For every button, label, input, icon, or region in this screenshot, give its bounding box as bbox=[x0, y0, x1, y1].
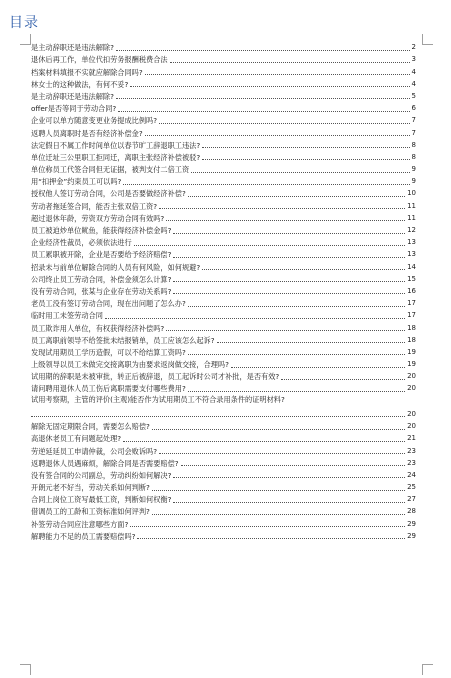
toc-entry-page-number: 19 bbox=[407, 360, 416, 369]
toc-leader-dots bbox=[188, 391, 405, 392]
toc-leader-dots bbox=[105, 318, 405, 319]
toc-entry[interactable] bbox=[31, 89, 416, 101]
toc-entry-title: 没有劳动合同，张某与企业存在劳动关系吗? bbox=[31, 286, 172, 296]
toc-entry-page-number: 20 bbox=[407, 409, 416, 418]
toc-entry[interactable] bbox=[31, 284, 416, 296]
toc-entry[interactable] bbox=[31, 456, 416, 468]
toc-entry-page-number: 29 bbox=[407, 531, 416, 540]
toc-leader-dots bbox=[202, 269, 405, 270]
toc-entry-page-number: 23 bbox=[407, 458, 416, 467]
crop-mark-bottom-right bbox=[422, 664, 433, 675]
toc-entry-title: 返聘人员离职时是否有经济补偿金? bbox=[31, 128, 143, 138]
toc-entry-title: 林女士的这种做法，有何不妥? bbox=[31, 79, 129, 89]
toc-entry-title: 企业可以单方随意变更业务提成比例吗? bbox=[31, 116, 158, 126]
toc-leader-dots bbox=[173, 477, 405, 478]
toc-entry-page-number: 6 bbox=[411, 104, 416, 113]
toc-entry-page-number: 24 bbox=[407, 470, 416, 479]
toc-entry-page-number: 28 bbox=[407, 507, 416, 516]
toc-entry-title: 合同上岗位工资写最低工资，判断如何权衡? bbox=[31, 495, 172, 505]
toc-entry[interactable] bbox=[31, 369, 416, 381]
toc-entry-title: 单位称员工代签合同但无证据，被判支付二倍工资 bbox=[31, 165, 190, 175]
toc-entry[interactable] bbox=[31, 125, 416, 137]
toc-title: 目录 bbox=[9, 15, 39, 31]
toc-entry-page-number: 13 bbox=[407, 238, 416, 247]
toc-entry[interactable] bbox=[31, 443, 416, 455]
toc-entry-title: 授权他人签订劳动合同，公司是否要做经济补偿? bbox=[31, 189, 186, 199]
toc-entry-page-number: 27 bbox=[407, 495, 416, 504]
toc-entry[interactable] bbox=[31, 357, 416, 369]
toc-entry-title: 开朗元老不好当，劳动关系如何判断? bbox=[31, 483, 150, 493]
toc-entry-page-number: 23 bbox=[407, 446, 416, 455]
toc-leader-dots bbox=[166, 330, 405, 331]
toc-entry-page-number: 19 bbox=[407, 347, 416, 356]
toc-entry-title: 解聘能力不足的员工需要赔偿吗? bbox=[31, 531, 136, 541]
toc-entry[interactable] bbox=[31, 77, 416, 89]
toc-entry-title: 档案材料填报不实就应解除合同吗? bbox=[31, 67, 143, 77]
toc-entry-title: 请问聘用退休人员工伤后离职需要支付哪些费用? bbox=[31, 384, 186, 394]
toc-entry-page-number: 2 bbox=[411, 43, 416, 52]
toc-entry[interactable] bbox=[31, 113, 416, 125]
toc-entry-title: 员工离职前领导不给签批未结报销单，员工应该怎么起诉? bbox=[31, 335, 215, 345]
toc-entry-page-number: 16 bbox=[407, 286, 416, 295]
toc-leader-dots bbox=[188, 354, 405, 355]
toc-entry[interactable] bbox=[31, 235, 416, 247]
toc-entry[interactable] bbox=[31, 308, 416, 320]
toc-entry[interactable] bbox=[31, 296, 416, 308]
toc-entry[interactable] bbox=[31, 492, 416, 504]
toc-entry-page-number: 8 bbox=[411, 140, 416, 149]
toc-entry[interactable] bbox=[31, 468, 416, 480]
toc-entry[interactable] bbox=[31, 333, 416, 345]
toc-entry-title: 老员工没有签订劳动合同，现在出问题了怎么办? bbox=[31, 299, 186, 309]
toc-entry[interactable] bbox=[31, 320, 416, 332]
toc-entry[interactable] bbox=[31, 247, 416, 259]
toc-list bbox=[31, 40, 416, 541]
toc-entry[interactable] bbox=[31, 480, 416, 492]
toc-entry-page-number: 14 bbox=[407, 262, 416, 271]
toc-entry-page-number: 10 bbox=[407, 189, 416, 198]
toc-entry-title: 单位迁址三公里职工拒同迁，离职主张经济补偿被驳? bbox=[31, 152, 201, 162]
toc-entry-title: 临时用工未签劳动合同 bbox=[31, 311, 103, 321]
toc-entry-page-number: 25 bbox=[407, 483, 416, 492]
toc-leader-dots bbox=[118, 111, 409, 112]
toc-entry[interactable] bbox=[31, 198, 416, 210]
toc-entry-page-number: 9 bbox=[411, 177, 416, 186]
toc-entry[interactable] bbox=[31, 211, 416, 223]
toc-leader-dots bbox=[202, 147, 409, 148]
toc-entry[interactable] bbox=[31, 101, 416, 113]
toc-leader-dots bbox=[123, 441, 405, 442]
toc-entry-title: 企业经济性裁员，必须依法进行 bbox=[31, 238, 132, 248]
toc-entry-title: 是主动辞职还是违法解除? bbox=[31, 91, 114, 101]
toc-entry[interactable] bbox=[31, 345, 416, 357]
toc-entry-page-number: 11 bbox=[407, 213, 416, 222]
toc-entry-page-number: 9 bbox=[411, 165, 416, 174]
toc-leader-dots bbox=[170, 62, 410, 63]
toc-leader-dots bbox=[202, 159, 409, 160]
toc-entry-page-number: 17 bbox=[407, 299, 416, 308]
toc-entry-page-number: 18 bbox=[407, 323, 416, 332]
toc-leader-dots bbox=[173, 257, 405, 258]
toc-entry-title: 劳逆延延员工申请仲裁，公司会败诉吗? bbox=[31, 446, 158, 456]
toc-entry-title: 发现试用期员工学历造假，可以不给结算工资吗? bbox=[31, 347, 186, 357]
toc-entry-title: 员工被迫炒单位鱿鱼，能获得经济补偿金吗? bbox=[31, 226, 172, 235]
toc-entry[interactable] bbox=[31, 529, 416, 541]
toc-entry[interactable] bbox=[31, 186, 416, 198]
toc-leader-dots bbox=[173, 502, 405, 503]
toc-entry[interactable] bbox=[31, 223, 416, 235]
toc-leader-dots bbox=[152, 490, 405, 491]
toc-entry-title: 高退休老员工有问题起处理? bbox=[31, 434, 122, 444]
toc-entry[interactable] bbox=[31, 162, 416, 174]
toc-entry[interactable] bbox=[31, 150, 416, 162]
toc-leader-dots bbox=[116, 50, 410, 51]
toc-entry-page-number: 8 bbox=[411, 152, 416, 161]
toc-leader-dots bbox=[191, 172, 409, 173]
crop-mark-bottom-left bbox=[20, 664, 31, 675]
toc-entry-title: 员工欺诈用人单位，有权获得经济补偿吗? bbox=[31, 323, 165, 333]
toc-leader-dots bbox=[231, 367, 405, 368]
toc-entry[interactable] bbox=[31, 393, 416, 404]
toc-leader-dots bbox=[116, 98, 410, 99]
toc-leader-dots bbox=[159, 453, 405, 454]
toc-entry-title: 补签劳动合同应注意哪些方面? bbox=[31, 519, 129, 529]
toc-leader-dots bbox=[159, 208, 405, 209]
toc-entry-page-number: 29 bbox=[407, 519, 416, 528]
toc-entry-title: 劳动者拖延签合同，能否主张双倍工资? bbox=[31, 201, 158, 211]
toc-entry-page-number: 3 bbox=[411, 55, 416, 64]
toc-entry[interactable] bbox=[31, 431, 416, 443]
toc-entry[interactable] bbox=[31, 52, 416, 64]
toc-leader-dots bbox=[173, 233, 405, 234]
toc-entry-page-number: 17 bbox=[407, 311, 416, 320]
toc-leader-dots bbox=[173, 281, 405, 282]
toc-leader-dots bbox=[281, 379, 405, 380]
toc-leader-dots bbox=[137, 538, 405, 539]
toc-entry[interactable] bbox=[31, 504, 416, 516]
toc-entry-title: 试用期的辞职是未被审批，转正后被辞退，员工起诉时公司才补批，是否有效? bbox=[31, 372, 280, 382]
toc-leader-dots bbox=[152, 514, 405, 515]
toc-leader-dots bbox=[134, 245, 405, 246]
toc-entry-title: 解除无固定期限合同，需要怎么赔偿? bbox=[31, 422, 150, 432]
toc-entry-title: 返聘退休人员遇麻烦，解除合同是否需要赔偿? bbox=[31, 458, 179, 468]
toc-leader-dots bbox=[130, 526, 405, 527]
toc-entry-page-number: 15 bbox=[407, 274, 416, 283]
toc-entry[interactable] bbox=[31, 272, 416, 284]
crop-mark-top-right bbox=[422, 34, 433, 45]
toc-entry-page-number: 18 bbox=[407, 335, 416, 344]
crop-mark-top-left bbox=[20, 34, 31, 45]
toc-leader-dots bbox=[181, 465, 406, 466]
toc-entry[interactable] bbox=[31, 138, 416, 150]
toc-leader-dots bbox=[152, 429, 405, 430]
toc-leader-dots bbox=[173, 293, 405, 294]
toc-entry[interactable] bbox=[31, 516, 416, 528]
toc-entry-page-number: 13 bbox=[407, 250, 416, 259]
toc-leader-dots bbox=[130, 86, 409, 87]
toc-entry[interactable] bbox=[31, 64, 416, 76]
toc-leader-dots bbox=[145, 135, 410, 136]
toc-entry-title: 招录未与前单位解除合同的人员有何风险，如何规避? bbox=[31, 262, 201, 272]
toc-entry-title: 法定假日不属工作时间单位以春节旷工辞退职工违法? bbox=[31, 140, 201, 150]
toc-entry-page-number: 20 bbox=[407, 422, 416, 431]
toc-entry-page-number: 12 bbox=[407, 226, 416, 234]
toc-leader-dots bbox=[217, 342, 406, 343]
toc-leader-dots bbox=[188, 196, 405, 197]
toc-entry-title: 超过退休年龄，劳资双方劳动合同有效吗? bbox=[31, 213, 165, 223]
toc-entry-page-number: 20 bbox=[407, 372, 416, 381]
toc-entry-title: 是主动辞职还是违法解除? bbox=[31, 43, 114, 53]
toc-entry-title: offer是否等同于劳动合同? bbox=[31, 104, 117, 114]
toc-leader-dots bbox=[31, 416, 405, 417]
toc-entry-page-number: 21 bbox=[407, 434, 416, 443]
toc-entry-title: 借调员工的工龄和工资标准如何评判? bbox=[31, 507, 150, 517]
toc-leader-dots bbox=[145, 74, 410, 75]
toc-entry-page-number: 4 bbox=[411, 79, 416, 88]
toc-entry-page-number: 11 bbox=[407, 201, 416, 210]
toc-entry[interactable] bbox=[31, 381, 416, 393]
toc-entry-title: 员工累职被开除，企业是否要给予经济赔偿? bbox=[31, 250, 172, 260]
toc-entry-page-number: 4 bbox=[411, 67, 416, 76]
toc-leader-dots bbox=[188, 306, 405, 307]
toc-entry-title: 上级领导以员工未做完交接离职为由要求返岗做交接，合理吗? bbox=[31, 360, 229, 370]
toc-entry-title: 试用考察期，主管的评价(主观)能否作为试用期员工不符合录用条件的证明材料? bbox=[31, 395, 285, 405]
toc-entry-title: 公司终止员工劳动合同，补偿金须怎么计算? bbox=[31, 274, 172, 284]
toc-leader-dots bbox=[166, 220, 405, 221]
toc-leader-dots bbox=[159, 123, 410, 124]
toc-entry-title: 退休后再工作，单位代扣劳务报酬税费合法 bbox=[31, 55, 168, 65]
toc-entry[interactable] bbox=[31, 404, 416, 419]
toc-entry-page-number: 20 bbox=[407, 384, 416, 393]
toc-entry[interactable] bbox=[31, 259, 416, 271]
toc-entry-page-number: 5 bbox=[411, 91, 416, 100]
toc-entry-title: 没有签合同的公司副总，劳动纠纷如何解决? bbox=[31, 470, 172, 480]
toc-entry-page-number: 7 bbox=[411, 116, 416, 125]
toc-entry[interactable] bbox=[31, 174, 416, 186]
toc-entry[interactable] bbox=[31, 40, 416, 52]
toc-entry-page-number: 7 bbox=[411, 128, 416, 137]
toc-entry[interactable] bbox=[31, 419, 416, 431]
toc-leader-dots bbox=[123, 184, 409, 185]
toc-entry-title: 用“扣押金”约束员工可以吗? bbox=[31, 177, 122, 187]
